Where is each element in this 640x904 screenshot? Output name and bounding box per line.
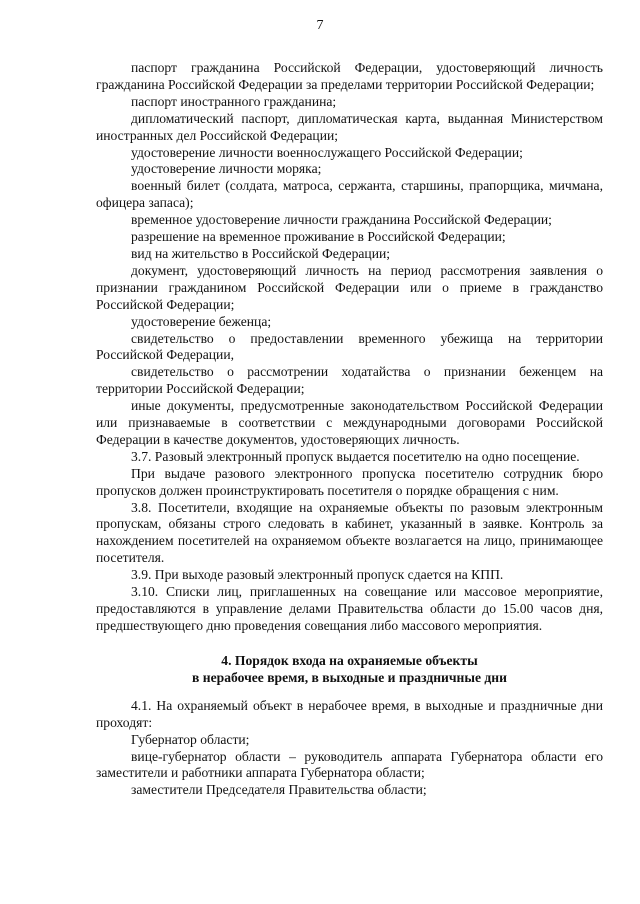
paragraph: удостоверение личности моряка; bbox=[131, 161, 322, 177]
paragraph: вид на жительство в Российской Федерации; bbox=[131, 245, 391, 261]
paragraph: паспорт иностранного гражданина; bbox=[131, 93, 337, 109]
document-body bbox=[96, 60, 603, 799]
paragraph: Губернатор области; bbox=[131, 731, 250, 747]
paragraph: удостоверение беженца; bbox=[131, 313, 272, 329]
paragraph: вице-губернатор области – руководитель аппарата Губернатора области его заместители и работники аппарата Губернатора области; bbox=[96, 748, 603, 781]
paragraph: разрешение на временное проживание в Российской Федерации; bbox=[131, 229, 506, 245]
page-number: 7 bbox=[316, 18, 324, 33]
paragraph: удостоверение личности военнослужащего Российской Федерации; bbox=[131, 144, 523, 160]
paragraph: заместители Председателя Правительства области; bbox=[131, 782, 427, 798]
paragraph: дипломатический паспорт, дипломатическая карта, выданная Министерством иностранных дел Российской Федерации; bbox=[96, 110, 603, 143]
section-heading bbox=[96, 652, 603, 686]
paragraph-clause-4-1: 4.1. На охраняемый объект в нерабочее время, в выходные и праздничные дни проходят: bbox=[96, 697, 603, 730]
paragraph-clause-3-10: 3.10. Списки лиц, приглашенных на совещание или массовое мероприятие, предоставляются в управление делами Правительства области до 15.00 часов дня, предшествующего дню проведения совещания либо массового мероприятия. bbox=[96, 584, 603, 633]
paragraph: свидетельство о предоставлении временного убежища на территории Российской Федерации, bbox=[96, 330, 603, 363]
paragraph: временное удостоверение личности гражданина Российской Федерации; bbox=[131, 212, 552, 228]
paragraph-clause-3-7: 3.7. Разовый электронный пропуск выдается посетителю на одно посещение. bbox=[131, 448, 580, 464]
paragraph: документ, удостоверяющий личность на период рассмотрения заявления о признании гражданином Российской Федерации или о приеме в гражданство Российской Федерации; bbox=[96, 262, 603, 312]
paragraph-clause-3-9: 3.9. При выходе разовый электронный пропуск сдается на КПП. bbox=[131, 567, 504, 583]
paragraph: военный билет (солдата, матроса, сержанта, старшины, прапорщика, мичмана, офицера запаса); bbox=[96, 178, 603, 211]
paragraph: При выдаче разового электронного пропуска посетителю сотрудник бюро пропусков должен проинструктировать посетителя о порядке обращения с ним. bbox=[96, 465, 603, 498]
section-heading-line2: в нерабочее время, в выходные и праздничные дни bbox=[192, 669, 507, 685]
section-heading-line1: 4. Порядок входа на охраняемые объекты bbox=[221, 652, 478, 668]
paragraph: иные документы, предусмотренные законодательством Российской Федерации или признаваемые в соответствии с международными договорами Российской Федерации в качестве документов, удостоверяющих личность. bbox=[96, 398, 603, 447]
paragraph-clause-3-8: 3.8. Посетители, входящие на охраняемые объекты по разовым электронным пропускам, обязаны строго следовать в кабинет, указанный в заявке. Контроль за нахождением посетителей на охраняемом объекте возлагается на лицо, принимающее посетителя. bbox=[96, 499, 603, 566]
paragraph: свидетельство о рассмотрении ходатайства о признании беженцем на территории Российской Федерации; bbox=[96, 364, 603, 397]
paragraph: паспорт гражданина Российской Федерации, удостоверяющий личность гражданина Российской Федерации за пределами территории Российской Федерации; bbox=[96, 60, 603, 92]
